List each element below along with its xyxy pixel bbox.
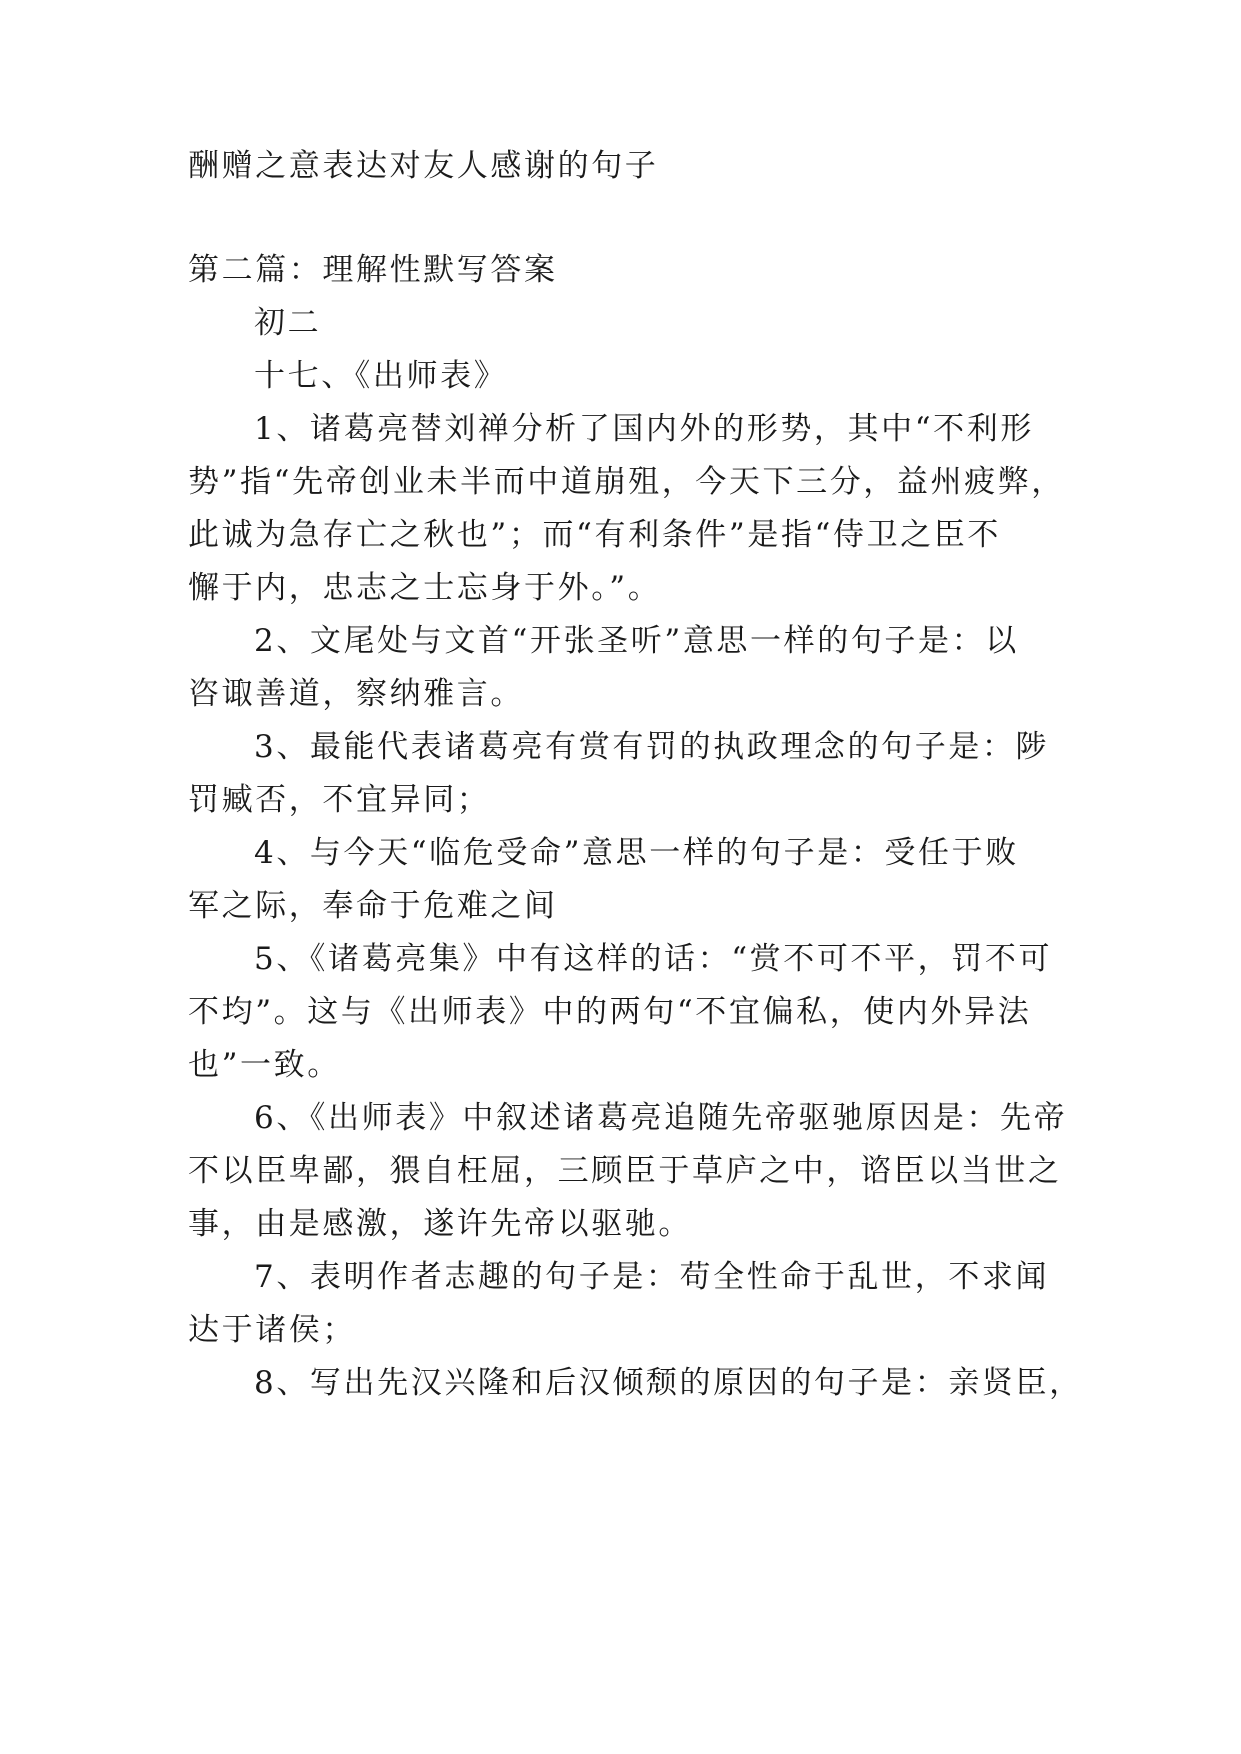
document-heading: 酬赠之意表达对友人感谢的句子 xyxy=(188,148,659,184)
body-line: 1、诸葛亮替刘禅分析了国内外的形势，其中“不利形 xyxy=(254,411,1034,447)
body-line: 也”一致。 xyxy=(188,1047,341,1083)
body-line: 此诚为急存亡之秋也”；而“有利条件”是指“侍卫之臣不 xyxy=(188,517,1001,553)
body-line: 罚臧否，不宜异同； xyxy=(188,782,491,818)
body-line: 5、《诸葛亮集》中有这样的话：“赏不可不平，罚不可 xyxy=(254,941,1053,977)
section-heading: 第二篇：理解性默写答案 xyxy=(188,252,558,288)
body-line: 4、与今天“临危受命”意思一样的句子是：受任于败 xyxy=(254,835,1019,871)
chapter-title: 十七、《出师表》 xyxy=(254,358,508,394)
body-line: 3、最能代表诸葛亮有赏有罚的执政理念的句子是：陟 xyxy=(254,729,1050,765)
body-line: 不以臣卑鄙，猥自枉屈，三顾臣于草庐之中，谘臣以当世之 xyxy=(188,1153,1062,1189)
body-line: 6、《出师表》中叙述诸葛亮追随先帝驱驰原因是：先帝 xyxy=(254,1100,1068,1136)
body-line: 军之际，奉命于危难之间 xyxy=(188,888,558,924)
body-line: 势”指“先帝创业未半而中道崩殂，今天下三分，益州疲弊， xyxy=(188,464,1065,500)
body-line: 事，由是感激，遂许先帝以驱驰。 xyxy=(188,1206,692,1242)
grade-label: 初二 xyxy=(254,305,322,341)
body-line: 7、表明作者志趣的句子是：苟全性命于乱世，不求闻 xyxy=(254,1259,1050,1295)
body-line: 8、写出先汉兴隆和后汉倾颓的原因的句子是：亲贤臣， xyxy=(254,1365,1083,1401)
body-line: 达于诸侯； xyxy=(188,1312,356,1348)
body-line: 2、文尾处与文首“开张圣听”意思一样的句子是：以 xyxy=(254,623,1019,659)
body-line: 不均”。这与《出师表》中的两句“不宜偏私，使内外异法 xyxy=(188,994,1032,1030)
body-line: 咨诹善道，察纳雅言。 xyxy=(188,676,524,712)
body-line: 懈于内，忠志之士忘身于外。”。 xyxy=(188,570,662,606)
